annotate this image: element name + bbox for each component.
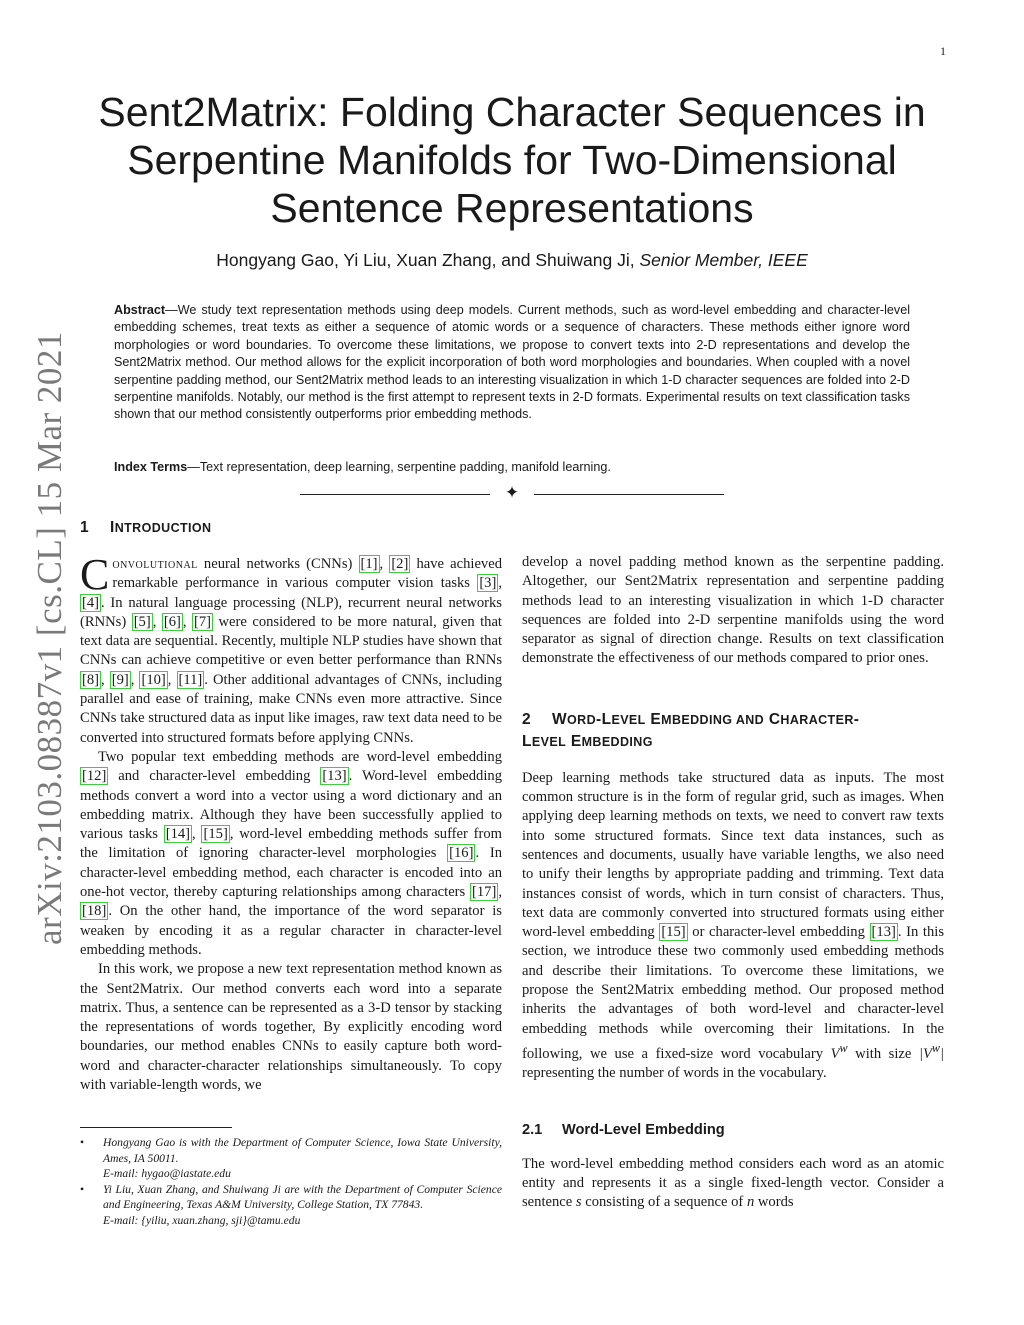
footnote-email: E-mail: hygao@iastate.edu	[103, 1167, 231, 1181]
heading-run: EVEL	[611, 712, 646, 727]
divider-line-right	[534, 494, 724, 495]
subsection-2-1-number: 2.1	[522, 1122, 543, 1139]
text-run: . In this section, we introduce these two commonly used embedding methods and describe their limitations. To overcome these limitations, we propose the Sent2Matrix embedding method. Our proposed method inherits the advantages of both word-level and character-level embedding methods while overcoming their limitations. In the following, we use a fixed-size word vocabulary	[522, 924, 944, 1062]
heading-run: E	[566, 732, 582, 750]
subsection-2-1-heading	[522, 1121, 944, 1140]
footnote-text: Yi Liu, Xuan Zhang, and Shuiwang Ji are with the Department of Computer Science and Engineering, Texas A&M University, College Station, TX 77843.	[103, 1182, 502, 1212]
author-affix: Senior Member, IEEE	[639, 250, 808, 270]
heading-run: HARACTER	[780, 712, 854, 727]
footnote-affiliation-1	[80, 1135, 502, 1182]
text-run: ,	[192, 826, 202, 843]
text-run: have achieved remarkable performance in various computer vision tasks	[112, 556, 503, 592]
text-run: . In natural language processing (NLP), recurrent neural networks (RNNs)	[80, 594, 502, 630]
citation-link[interactable]: [13]	[322, 768, 347, 785]
dropcap-letter: C	[80, 550, 110, 599]
footnote-text: Hongyang Gao is with the Department of Computer Science, Iowa State University, Ames, IA 50011.	[103, 1136, 502, 1165]
heading-run: MBEDDING AND	[661, 712, 765, 727]
intro-paragraph-3: In this work, we propose a new text representation method known as the Sent2Matrix. Our method converts each word into a separate matrix. Thus, a sentence can be represented as a 3-D tensor by stacking the representations of words together, By explicitly encoding word boundaries, our method enables CNNs to easily capture both word-word and character-character relationships simultaneously. To copy with variable-length words, we	[80, 961, 502, 1094]
heading-run: -	[853, 710, 860, 728]
text-run: and character-level embedding	[108, 768, 321, 785]
citation-link[interactable]: [13]	[871, 924, 896, 941]
citation-link[interactable]: [9]	[111, 671, 129, 688]
heading-run: W	[552, 710, 568, 728]
subsection-2-1-paragraph	[522, 1155, 944, 1213]
index-terms-label: Index Terms	[114, 460, 188, 474]
text-run: were considered to be more natural, given that text data are sequential. Recently, multiple NLP studies have shown that CNNs can achieve competitive or even better performance than RNNs	[80, 613, 502, 669]
math-vocabulary	[830, 1040, 848, 1062]
text-run: . Other additional advantages of CNNs, including parallel and ease of training, make CNNs even more attractive. Since CNNs take structured data as input like images, raw text data need to be converted into structured formats before applying CNNs.	[80, 671, 503, 746]
section-2-paragraph	[522, 769, 944, 1084]
abstract-text: —We study text representation methods using deep models. Current methods, such as word-level embedding and character-level embedding schemes, treat texts as either a sequence of atomic words or a sequence of characters. These methods either ignore word morphologies or word boundaries. To overcome these limitations, we propose to convert texts into 2-D representations and develop the Sent2Matrix method. Our method allows for the explicit incorporation of both word morphologies and boundaries. When coupled with a novel serpentine padding method, our Sent2Matrix method leads to an interesting visualization in which 1-D character sequences are folded into 2-D serpentine manifolds. Notably, our method is the first attempt to represent texts in 2-D formats. Experimental results on text classification tasks shown that our method consistently outperforms prior embedding methods.	[114, 303, 910, 422]
dropcap-lead-word: onvolutional	[112, 556, 198, 572]
text-run: neural networks (CNNs)	[197, 556, 359, 572]
index-terms	[114, 459, 910, 476]
intro-paragraph-1	[80, 550, 503, 748]
heading-run: EVEL	[531, 734, 567, 749]
author-names: Hongyang Gao, Yi Liu, Xuan Zhang, and Shuiwang Ji,	[216, 250, 635, 270]
math-run: w	[931, 1040, 940, 1055]
text-run: . In character-level embedding method, each character is encoded into an one-hot vector, thereby capturing relationships among characters	[80, 845, 502, 901]
text-run: ,	[130, 671, 140, 688]
text-run: with size	[847, 1045, 919, 1062]
text-run: ,	[152, 613, 162, 630]
abstract-label: Abstract	[114, 303, 166, 317]
heading-run: MBEDDING	[581, 734, 653, 749]
citation-link[interactable]: [12]	[82, 768, 107, 785]
text-run: ,	[498, 575, 502, 592]
text-run: Two popular text embedding methods are word-level embedding	[98, 748, 502, 765]
text-run: ,	[498, 884, 502, 901]
citation-link[interactable]: [6]	[163, 613, 181, 630]
section-1-title-initial: I	[110, 519, 115, 536]
section-2-heading	[522, 709, 944, 753]
citation-link[interactable]: [11]	[178, 671, 203, 688]
text-run: ,	[167, 671, 177, 688]
citation-link[interactable]: [5]	[133, 613, 151, 630]
bullet-icon: •	[80, 1182, 85, 1196]
divider-line-left	[300, 494, 490, 495]
section-1-number: 1	[80, 519, 90, 536]
author-line	[80, 250, 944, 271]
left-column	[80, 517, 502, 1095]
text-run: ,	[182, 613, 192, 630]
citation-link[interactable]: [8]	[82, 671, 100, 688]
citation-link[interactable]: [16]	[449, 845, 474, 862]
math-run: n	[746, 1194, 755, 1211]
section-1-heading	[80, 517, 502, 539]
math-run: |	[939, 1045, 944, 1062]
index-terms-text: —Text representation, deep learning, serpentine padding, manifold learning.	[187, 460, 611, 474]
heading-run: E	[645, 710, 662, 728]
footnote-affiliation-2	[80, 1182, 502, 1229]
citation-link[interactable]: [2]	[391, 556, 409, 572]
text-run: words	[754, 1194, 794, 1211]
math-run: s	[575, 1194, 582, 1211]
page-number: 1	[940, 44, 946, 58]
text-run: consisting of a sequence of	[581, 1194, 747, 1211]
text-run: . On the other hand, the importance of the word separator is weaken by encoding it as a regular character in character-level embedding methods.	[80, 903, 502, 958]
citation-link[interactable]: [10]	[141, 671, 166, 688]
paper-title: Sent2Matrix: Folding Character Sequences in Serpentine Manifolds for Two-Dimensional Sentence Representations	[98, 89, 926, 231]
bullet-icon: •	[80, 1136, 85, 1149]
heading-run: -L	[596, 710, 612, 728]
citation-link[interactable]: [3]	[479, 575, 497, 592]
math-vocab-size	[918, 1040, 944, 1062]
section-2-number: 2	[522, 710, 532, 728]
right-column	[522, 553, 944, 1213]
citation-link[interactable]: [15]	[661, 924, 686, 941]
citation-link[interactable]: [4]	[82, 594, 100, 611]
text-run: . Word-level embedding methods convert a word into a vector using a word dictionary and an embedding matrix. Although they have been successfully applied to various tasks	[80, 768, 502, 843]
citation-link[interactable]: [7]	[194, 613, 212, 630]
heading-run: ORD	[567, 712, 597, 727]
footnotes	[80, 1135, 502, 1229]
math-run: w	[839, 1040, 848, 1055]
text-run: ,	[379, 556, 390, 572]
text-run: The word-level embedding method considers each word as an atomic entity and represents it as a single fixed-length vector. Consider a sentence	[522, 1155, 944, 1211]
section-1-title-rest: NTRODUCTION	[114, 521, 212, 535]
text-run: representing the number of words in the vocabulary.	[522, 1065, 827, 1082]
footnote-email: E-mail: {yiliu, xuan.zhang, sji}@tamu.edu	[103, 1213, 301, 1227]
citation-link[interactable]: [14]	[165, 826, 191, 843]
math-run: V	[830, 1045, 840, 1062]
text-run: ,	[101, 671, 110, 688]
intro-paragraph-2	[80, 748, 502, 960]
citation-link[interactable]: [15]	[203, 826, 228, 843]
footnote-rule	[80, 1127, 232, 1128]
abstract	[114, 302, 910, 424]
math-run: |V	[918, 1045, 932, 1062]
subsection-2-1-title: Word-Level Embedding	[562, 1122, 725, 1139]
citation-link[interactable]: [17]	[472, 884, 497, 901]
heading-run: L	[522, 732, 532, 750]
section-divider	[300, 485, 724, 505]
text-run: or character-level embedding	[687, 924, 870, 941]
citation-link[interactable]: [1]	[360, 556, 378, 572]
text-run: Deep learning methods take structured data as inputs. The most common structure is in the form of regular grid, such as images. When applying deep learning methods on texts, we need to convert raw texts into some structured formats. Since text data instances, such as sentences and documents, usually have variable lengths, we also need to unify their lengths by appropriate padding and trimming. Text data instances consist of words, which in turn consist of characters. Thus, text data are commonly converted into structured formats using either word-level embedding	[522, 769, 944, 941]
divider-ornament-icon: ✦	[504, 483, 520, 502]
intro-paragraph-3-continued: develop a novel padding method known as the serpentine padding. Altogether, our Sent2Matrix representation and serpentine padding methods lead to an interesting visualization in which 1-D character sequences are folded into 2-D serpentine manifolds using the word separator as signal of direction change. Results on text classification demonstrate the effectiveness of our methods compared to prior ones.	[522, 554, 944, 667]
text-run: , word-level embedding methods suffer from the limitation of ignoring character-level morphologies	[80, 826, 503, 862]
heading-run: C	[764, 710, 781, 728]
citation-link[interactable]: [18]	[82, 903, 107, 920]
arxiv-stamp: arXiv:2103.08387v1 [cs.CL] 15 Mar 2021	[30, 331, 69, 945]
